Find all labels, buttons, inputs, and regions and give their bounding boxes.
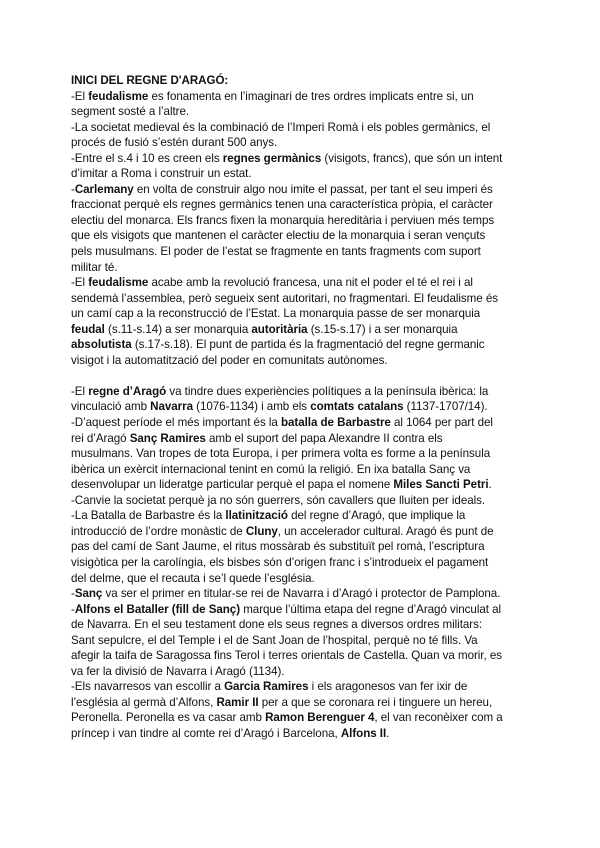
text-run: -La Batalla de Barbastre és la (71, 509, 226, 523)
text-run: introducció de l’ordre monàstic de (71, 524, 246, 538)
text-line (71, 664, 533, 680)
text-run: (visigots, francs), que són un intent (321, 151, 503, 165)
text-line (71, 617, 533, 633)
text-line (71, 384, 533, 400)
text-run: d’imitar a Roma i construir un estat. (71, 167, 252, 181)
text-line (71, 524, 533, 540)
text-run: Sant sepulcre, el del Temple i el de Sant Joan de l’hospital, perquè no té fills. Va (71, 633, 478, 647)
text-run: del regne d’Aragó, que implique la (287, 509, 466, 523)
text-run: visigot i la automatització del poder en comunitats autònomes. (71, 353, 388, 367)
text-line (71, 104, 533, 120)
text-line (71, 695, 533, 711)
text-run: príncep i van tindre al comte rei d’Aragó i Barcelona, (71, 726, 341, 740)
bold-term: feudal (71, 322, 105, 336)
bold-term: Sanç Ramires (129, 431, 206, 445)
text-run: que els visigots que mantenen el caràcter electiu de la monarquia i seran vençuts (71, 229, 486, 243)
text-run: desenvolupar un lideratge particular perquè el papa el nomene (71, 478, 394, 492)
text-line (71, 602, 533, 618)
text-line (71, 228, 533, 244)
text-run: va tindre dues experiències polítiques a la península ibèrica: la (166, 384, 489, 398)
text-run: . (488, 478, 492, 492)
text-run: segment sosté a l’altre. (71, 105, 190, 119)
text-run: musulmans. Van tropes de tota Europa, i per primera volta es forme a la península (71, 447, 491, 461)
bold-term: llatinització (225, 509, 288, 523)
blank-line (71, 368, 533, 384)
text-line (71, 508, 533, 524)
text-line (71, 306, 533, 322)
text-line (71, 213, 533, 229)
text-run: fraccionat perquè els regnes germànics tenen una característica pròpia, el caràcter (71, 198, 493, 212)
text-run: - (71, 182, 75, 196)
text-run: l’església al germà d’Alfons, (71, 695, 217, 709)
text-line (71, 166, 533, 182)
text-run: pas del camí de Sant Jaume, el ritus mossàrab és substituït pel romà, l’escriptura (71, 540, 485, 554)
bold-term: Cluny (245, 524, 278, 538)
text-run: marque l’última etapa del regne d’Aragó vinculat al (240, 602, 502, 616)
text-line (71, 571, 533, 587)
text-run: procés de fusió s’estén durant 500 anys. (71, 136, 278, 150)
text-line (71, 493, 533, 509)
text-run: rei d’Aragó (71, 431, 130, 445)
text-run: (s.17-s.18). El punt de partida és la fragmentació del regne germanic (131, 338, 485, 352)
bold-term: batalla de Barbastre (280, 416, 391, 430)
text-run: -El (71, 276, 89, 290)
text-line (71, 431, 533, 447)
bold-term: Sanç (74, 587, 103, 601)
text-line (71, 291, 533, 307)
text-run: , un accelerador cultural. Aragó és punt de (277, 524, 494, 538)
text-run: , el van reconèixer com a (374, 711, 503, 725)
text-line (71, 197, 533, 213)
text-line (71, 415, 533, 431)
text-line (71, 726, 533, 742)
text-line (71, 399, 533, 415)
text-line (71, 182, 533, 198)
bold-term: feudalisme (88, 89, 149, 103)
text-line (71, 539, 533, 555)
bold-term: Alfons II (340, 726, 387, 740)
text-line (71, 477, 533, 493)
text-run: pels musulmans. El poder de l’estat se fragmente en tants fragments com suport (71, 245, 481, 259)
text-run: un camí cap a la reconstrucció de l’Estat. La monarquia passe de ser monarquia (71, 307, 481, 321)
text-run: visigòtica per la carolíngia, els bisbes són d’origen franc i s’introdueix el pagament (71, 555, 489, 569)
text-run: en volta de construir algo nou imite el passat, per tant el seu imperi és (133, 182, 493, 196)
text-line (71, 586, 533, 602)
text-run: - (71, 587, 75, 601)
text-line (71, 337, 533, 353)
text-line (71, 555, 533, 571)
text-run: (1137-1707/14). (403, 400, 488, 414)
bold-term: feudalisme (88, 276, 149, 290)
text-run: vinculació amb (71, 400, 151, 414)
text-run: de Navarra. En el seu testament done els seus regnes a diversos ordres militars: (71, 618, 482, 632)
text-run: -Entre el s.4 i 10 es creen els (71, 151, 223, 165)
text-line (71, 135, 533, 151)
text-line (71, 260, 533, 276)
bold-term: regne d’Aragó (88, 384, 167, 398)
text-run: electiu del monarca. Els francs fixen la monarquia hereditària i perviuen més temps (71, 213, 495, 227)
text-line (71, 151, 533, 167)
bold-term: Navarra (150, 400, 193, 414)
text-run: per a que se coronara rei i tinguere un hereu, (258, 695, 493, 709)
bold-term: Carlemany (74, 182, 134, 196)
text-run: del delme, que el recauta i se’l quede l’església. (71, 571, 315, 585)
text-run: al 1064 per part del (390, 416, 493, 430)
text-line (71, 275, 533, 291)
text-run: Peronella. Peronella es va casar amb (71, 711, 266, 725)
text-run: ibèrica un exèrcit internacional tenint en comú la religió. En ixa batalla Sanç va (71, 462, 471, 476)
text-line (71, 322, 533, 338)
text-run: sendemà l’assemblea, però segueix sent autoritari, no fragmentari. El feudalisme és (71, 291, 498, 305)
text-run: amb el suport del papa Alexandre II contra els (205, 431, 443, 445)
text-run: - (71, 602, 75, 616)
text-line (71, 120, 533, 136)
text-run: va fer la divisió de Navarra i Aragó (1134). (71, 664, 285, 678)
text-line (71, 710, 533, 726)
text-line (71, 633, 533, 649)
text-run: acabe amb la revolució francesa, una nit el poder el té el rei i al (148, 276, 473, 290)
text-line (71, 679, 533, 695)
text-line (71, 648, 533, 664)
text-run: militar té. (71, 260, 118, 274)
bold-term: comtats catalans (310, 400, 404, 414)
text-run: -El (71, 384, 89, 398)
bold-term: absolutista (71, 338, 132, 352)
bold-term: Miles Sancti Petri (393, 478, 489, 492)
document-body (71, 73, 533, 742)
text-run: i els aragonesos van fer ixir de (308, 680, 468, 694)
text-run: (s.15-s.17) i a ser monarquia (307, 322, 458, 336)
bold-term: Alfons el Bataller (fill de Sanç) (74, 602, 241, 616)
bold-term: Garcia Ramires (224, 680, 309, 694)
text-run: (s.11-s.14) a ser monarquia (104, 322, 252, 336)
text-run: -Canvie la societat perquè ja no són guerrers, són cavallers que lluiten per ideals. (71, 493, 486, 507)
text-run: -La societat medieval és la combinació de l’Imperi Romà i els pobles germànics, el (71, 120, 491, 134)
text-run: -Els navarresos van escollir a (71, 680, 225, 694)
paragraph-lines (71, 89, 533, 742)
text-line (71, 244, 533, 260)
text-line (71, 446, 533, 462)
text-run: -D’aquest període el més important és la (71, 416, 281, 430)
bold-term: autoritària (251, 322, 308, 336)
text-line (71, 462, 533, 478)
text-run: es fonamenta en l’imaginari de tres ordres implicats entre si, un (148, 89, 474, 103)
text-run: va ser el primer en titular-se rei de Navarra i d’Aragó i protector de Pamplona. (102, 587, 501, 601)
text-run: afegir la taifa de Saragossa fins Terol i terres orientals de Castella. Quan va morir, es (71, 649, 502, 663)
text-run: -El (71, 89, 89, 103)
text-run: (1076-1134) i amb els (193, 400, 311, 414)
bold-term: Ramir II (216, 695, 259, 709)
bold-term: regnes germànics (222, 151, 322, 165)
bold-term: Ramon Berenguer 4 (265, 711, 375, 725)
text-line (71, 89, 533, 105)
text-run: . (386, 726, 390, 740)
document-title: INICI DEL REGNE D'ARAGÓ: (71, 74, 229, 87)
text-line (71, 353, 533, 369)
